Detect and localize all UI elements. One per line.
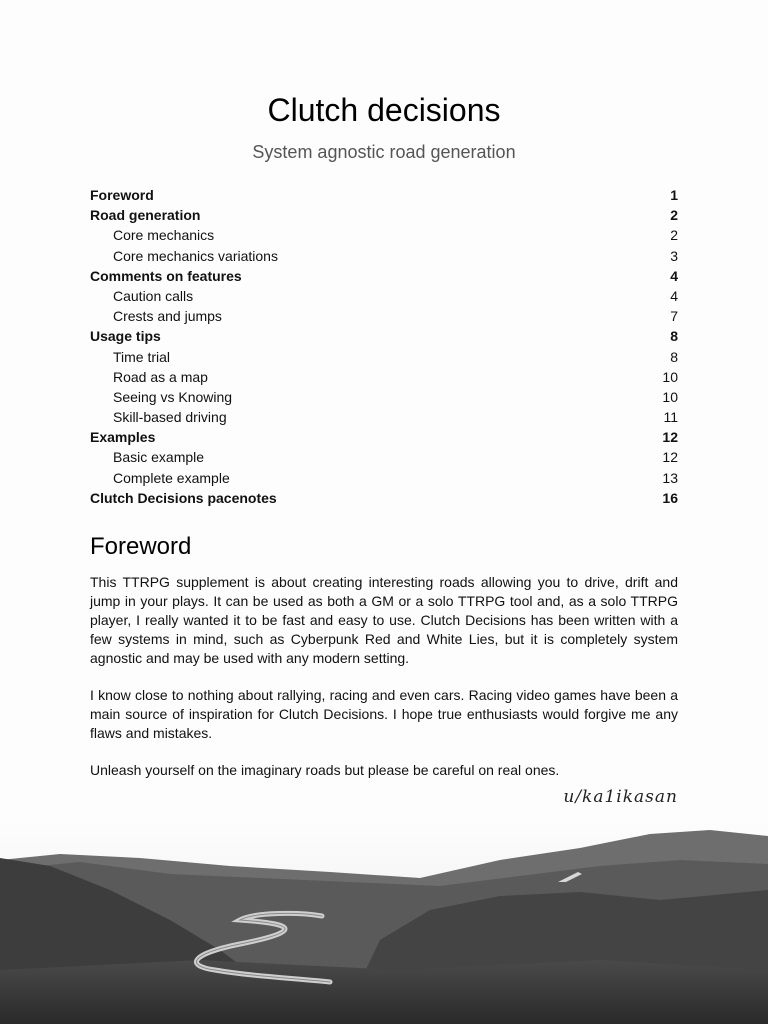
toc-entry-page: 13 — [662, 469, 678, 486]
toc-entry[interactable] — [90, 407, 678, 427]
foreword-paragraph: This TTRPG supplement is about creating interesting roads allowing you to drive, drift and jump in your plays. It can be used as both a GM or a solo TTRPG tool and, as a solo TTRPG player, I really wanted it to be fast and easy to use. Clutch Decisions has been written with a few systems in mind, such as Cyberpunk Red and White Lies, but it is completely system agnostic and may be used with any modern setting. — [90, 574, 678, 666]
toc-entry[interactable] — [90, 347, 678, 367]
toc-entry-page: 4 — [670, 287, 678, 304]
toc-entry-label: Core mechanics variations — [113, 247, 278, 264]
toc-entry-page: 10 — [662, 388, 678, 405]
toc-entry-page: 12 — [662, 449, 678, 466]
toc-entry-label: Time trial — [113, 348, 171, 365]
toc-entry-page: 11 — [663, 409, 678, 426]
foreword-paragraph: I know close to nothing about rallying, racing and even cars. Racing video games have been a main source of inspiration for Clutch Decisions. I hope true enthusiasts would forgive me any flaws and mistakes. — [90, 687, 678, 741]
toc-entry-label: Comments on features — [90, 267, 242, 284]
toc-entry-label: Seeing vs Knowing — [113, 388, 233, 405]
toc-entry-page: 1 — [670, 187, 678, 203]
toc-entry-page: 16 — [662, 489, 678, 506]
toc-entry[interactable] — [90, 468, 678, 488]
table-of-contents — [90, 185, 678, 508]
page-subtitle: System agnostic road generation — [252, 142, 516, 162]
toc-entry-page: 7 — [670, 308, 678, 325]
author-signature: u/ka1ikasan — [563, 787, 678, 807]
toc-entry-label: Skill-based driving — [113, 409, 227, 426]
toc-entry-label: Caution calls — [113, 287, 194, 304]
toc-entry[interactable] — [90, 387, 678, 407]
page-title: Clutch decisions — [267, 92, 501, 128]
toc-entry-page: 4 — [670, 267, 678, 284]
toc-entry[interactable] — [90, 488, 678, 508]
toc-entry-label: Basic example — [113, 449, 205, 466]
landscape-road-illustration — [0, 820, 768, 1024]
foreword-heading: Foreword — [90, 533, 192, 560]
toc-entry-label: Complete example — [113, 469, 230, 486]
toc-entry-label: Examples — [90, 429, 156, 446]
toc-entry[interactable] — [90, 266, 678, 286]
toc-entry-page: 12 — [662, 429, 678, 446]
toc-entry-page: 8 — [670, 348, 678, 365]
toc-entry-page: 2 — [670, 227, 678, 244]
toc-entry-label: Road as a map — [113, 368, 208, 385]
toc-entry[interactable] — [90, 306, 678, 326]
toc-entry-page: 8 — [670, 328, 678, 345]
toc-entry[interactable] — [90, 326, 678, 346]
toc-entry[interactable] — [90, 185, 678, 205]
toc-entry-label: Usage tips — [90, 328, 161, 345]
toc-entry[interactable] — [90, 205, 678, 225]
toc-entry-page: 2 — [670, 207, 678, 224]
toc-entry[interactable] — [90, 286, 678, 306]
toc-entry-label: Foreword — [90, 187, 154, 203]
toc-entry[interactable] — [90, 367, 678, 387]
toc-entry-label: Crests and jumps — [113, 308, 222, 325]
toc-entry-label: Core mechanics — [113, 227, 215, 244]
toc-entry-label: Road generation — [90, 207, 201, 224]
toc-entry-page: 3 — [670, 247, 678, 264]
toc-entry[interactable] — [90, 427, 678, 447]
foreword-paragraph: Unleash yourself on the imaginary roads but please be careful on real ones. — [90, 762, 560, 778]
toc-entry[interactable] — [90, 225, 678, 245]
toc-entry-page: 10 — [662, 368, 678, 385]
toc-entry-label: Clutch Decisions pacenotes — [90, 489, 277, 506]
toc-entry[interactable] — [90, 447, 678, 467]
foreword-body — [90, 573, 678, 798]
toc-entry[interactable] — [90, 246, 678, 266]
